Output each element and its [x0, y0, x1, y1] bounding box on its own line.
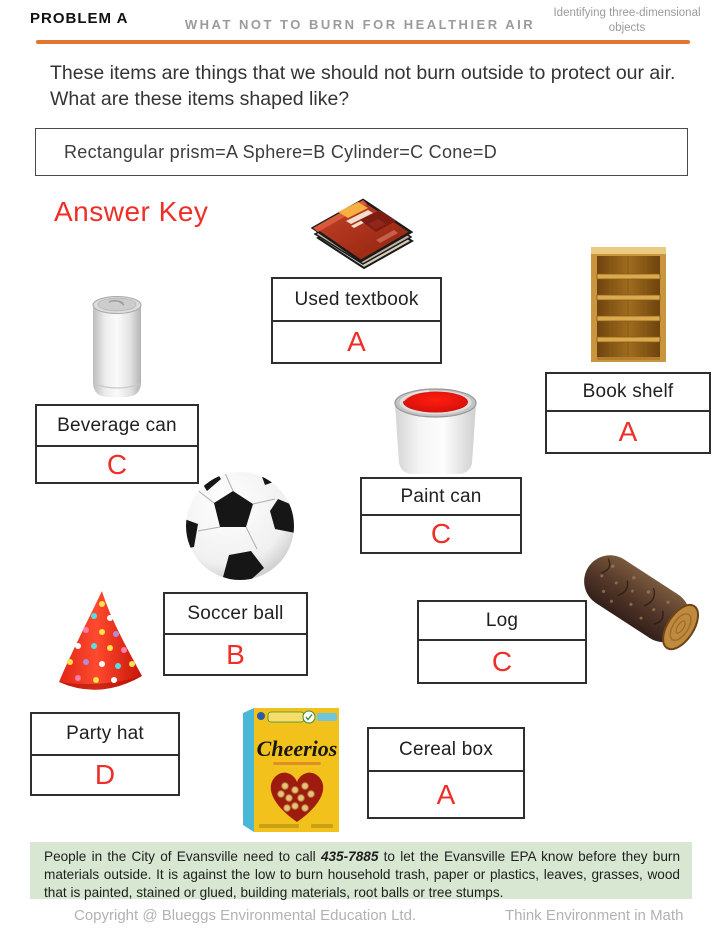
item-label: Party hat — [66, 723, 144, 744]
textbook-icon — [298, 186, 426, 270]
item-box-party-hat — [30, 712, 180, 796]
item-label: Log — [485, 609, 519, 631]
cereal-box-icon — [241, 704, 341, 836]
party-hat-icon — [50, 588, 148, 696]
header-rule — [36, 40, 690, 44]
item-answer: C — [419, 639, 585, 682]
item-box-soccer-ball — [163, 592, 308, 676]
shape-key-text: Rectangular prism=A Sphere=B Cylinder=C Cone=D — [64, 141, 498, 162]
item-label: Paint can — [400, 485, 482, 507]
item-label: Beverage can — [57, 414, 177, 436]
notice-text-after: to let the Evansville EPA know before they burn materials outside. It is against the low to burn household trash, paper or plastics, leaves, grasses, wood that is painted, stained or glued, building materials, root balls or tree stumps. — [44, 849, 681, 901]
paint-can-icon — [389, 379, 482, 477]
notice-phone-number: 435-7885 — [320, 849, 379, 864]
item-answer: A — [369, 770, 523, 817]
item-box-beverage-can — [35, 404, 199, 484]
footer-copyright: Copyright @ Blueggs Environmental Education Ltd. — [74, 907, 417, 924]
shape-key-box — [35, 128, 688, 176]
log-icon — [570, 540, 715, 665]
answer-key-title: Answer Key — [54, 196, 209, 227]
item-label: Used textbook — [294, 288, 419, 310]
item-answer: D — [32, 754, 178, 794]
item-box-log — [417, 600, 587, 684]
item-label: Cereal box — [399, 738, 493, 760]
footer-tagline: Think Environment in Math — [505, 907, 684, 924]
burn-notice — [30, 842, 692, 899]
item-answer: A — [273, 320, 440, 362]
bookshelf-icon — [591, 247, 666, 362]
item-label: Soccer ball — [187, 602, 284, 624]
page-title: WHAT NOT TO BURN FOR HEALTHIER AIR — [184, 17, 536, 32]
page-subtitle: Identifying three-dimensional objects — [553, 7, 701, 34]
beverage-can-icon — [85, 292, 149, 404]
soccer-ball-icon — [185, 471, 295, 581]
item-box-cereal-box — [367, 727, 525, 819]
item-answer: A — [547, 410, 709, 452]
notice-text-before: People in the City of Evansville need to call — [44, 849, 321, 864]
problem-label: PROBLEM A — [30, 10, 129, 27]
cereal-brand-text: Cheerios — [256, 736, 338, 761]
instructions-text: These items are things that we should not burn outside to protect our air. What are these items shaped like? — [50, 62, 676, 111]
item-label: Book shelf — [582, 381, 674, 402]
item-box-paint-can — [360, 477, 522, 554]
item-box-used-textbook — [271, 277, 442, 364]
item-answer: C — [37, 445, 197, 482]
item-answer: B — [165, 633, 306, 674]
item-answer: C — [362, 514, 520, 552]
item-box-book-shelf — [545, 372, 711, 454]
